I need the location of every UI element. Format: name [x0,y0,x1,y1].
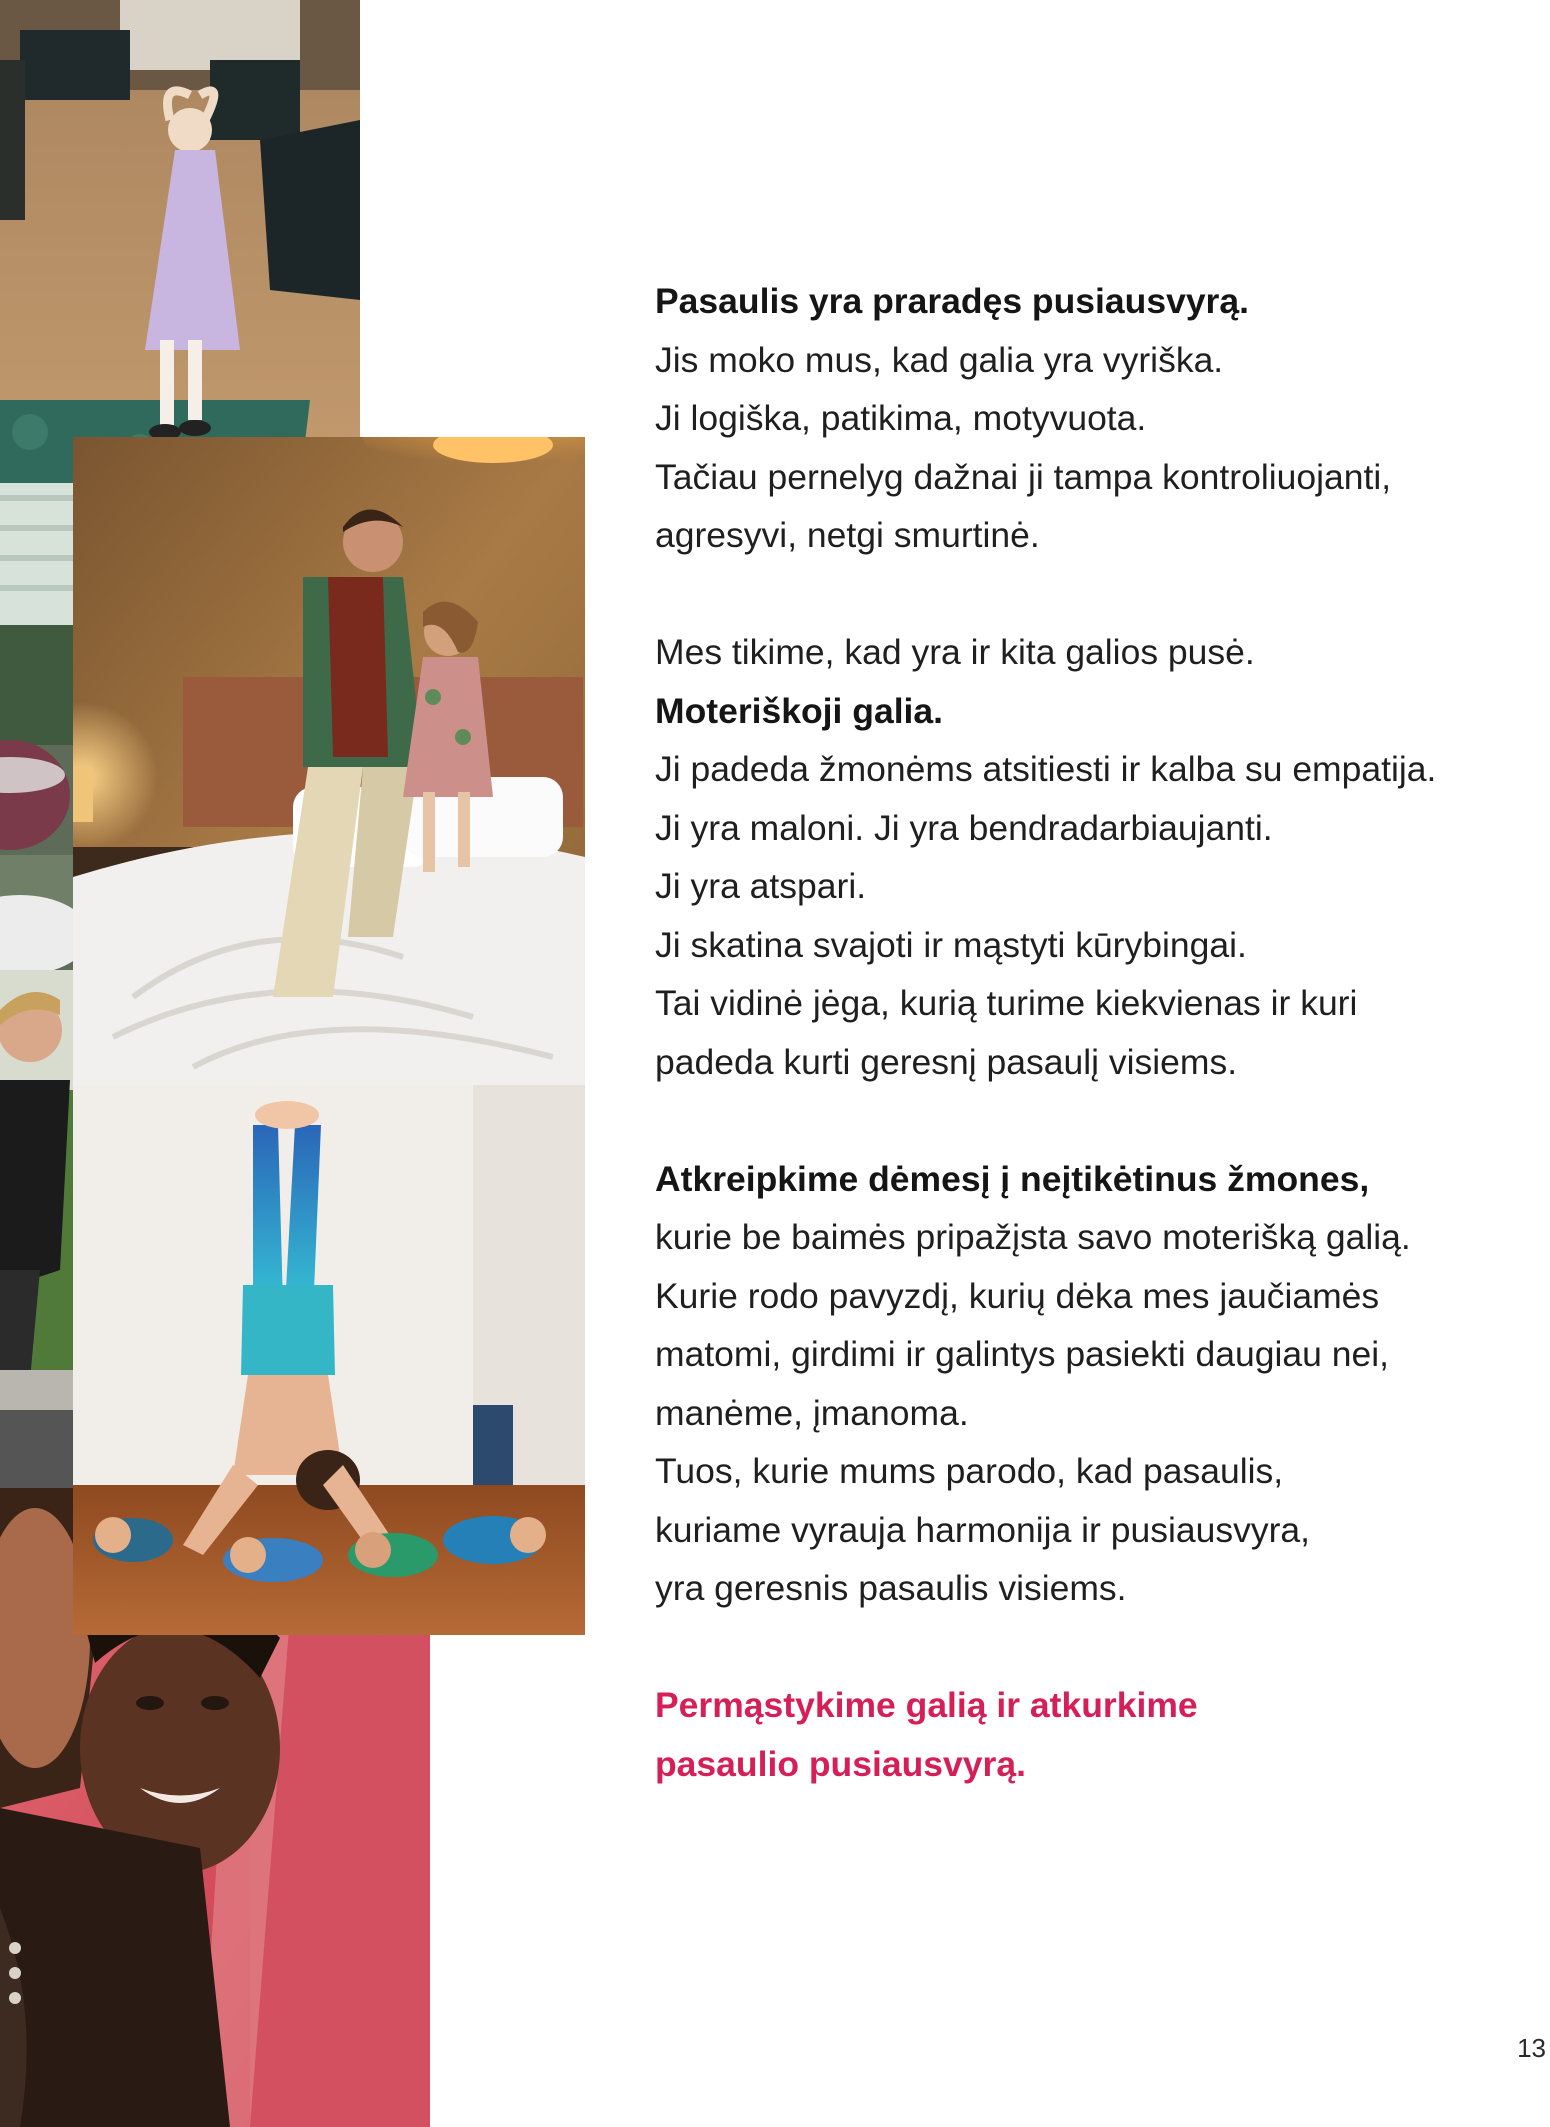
text-line: kurie be baimės pripažįsta savo moterišką galią. [655,1217,1411,1257]
paragraph-2-heading: Moteriškoji galia. [655,690,944,731]
photo-yoga-headstand [73,1085,585,1635]
text-line: matomi, girdimi ir galintys pasiekti daugiau nei, [655,1334,1389,1374]
paragraph-gap [655,565,1535,624]
text-line: Ji logiška, patikima, motyvuota. [655,398,1147,438]
paragraph-2-intro: Mes tikime, kad yra ir kita galios pusė. [655,632,1255,672]
closing-statement-line: Permąstykime galią ir atkurkime [655,1685,1198,1725]
photo-drums [0,475,80,975]
text-line: agresyvi, netgi smurtinė. [655,515,1040,555]
text-line: Jis moko mus, kad galia yra vyriška. [655,339,1224,380]
closing-statement-line: pasaulio pusiausvyrą. [655,1743,1026,1784]
paragraph-1-heading: Pasaulis yra praradęs pusiausvyrą. [655,281,1249,321]
text-line: Ji skatina svajoti ir mąstyti kūrybingai. [655,924,1247,965]
text-line: Ji padeda žmonėms atsitiesti ir kalba su empatija. [655,749,1437,789]
text-line: manėme, įmanoma. [655,1392,969,1433]
text-line: Tačiau pernelyg dažnai ji tampa kontroliuojanti, [655,456,1392,497]
photo-girl-dancing [0,0,360,483]
paragraph-gap [655,1091,1535,1150]
text-line: kuriame vyrauja harmonija ir pusiausvyra, [655,1509,1311,1550]
paragraph-gap [655,1618,1535,1677]
text-line: Ji yra maloni. Ji yra bendradarbiaujanti. [655,807,1273,848]
text-line: Ji yra atspari. [655,866,867,906]
photo-father-daughter-bed [73,437,585,1085]
page-number: 13 [1517,2033,1546,2063]
text-line: yra geresnis pasaulis visiems. [655,1568,1127,1608]
main-text [655,272,1535,1793]
paragraph-3-heading: Atkreipkime dėmesį į neįtikėtinus žmones, [655,1158,1370,1199]
text-line: Tuos, kurie mums parodo, kad pasaulis, [655,1451,1284,1491]
photo-hug-garden [0,970,80,1490]
text-line: Kurie rodo pavyzdį, kurių dėka mes jaučiamės [655,1275,1380,1316]
text-line: padeda kurti geresnį pasaulį visiems. [655,1041,1238,1082]
text-line: Tai vidinė jėga, kurią turime kiekvienas ir kuri [655,983,1358,1023]
